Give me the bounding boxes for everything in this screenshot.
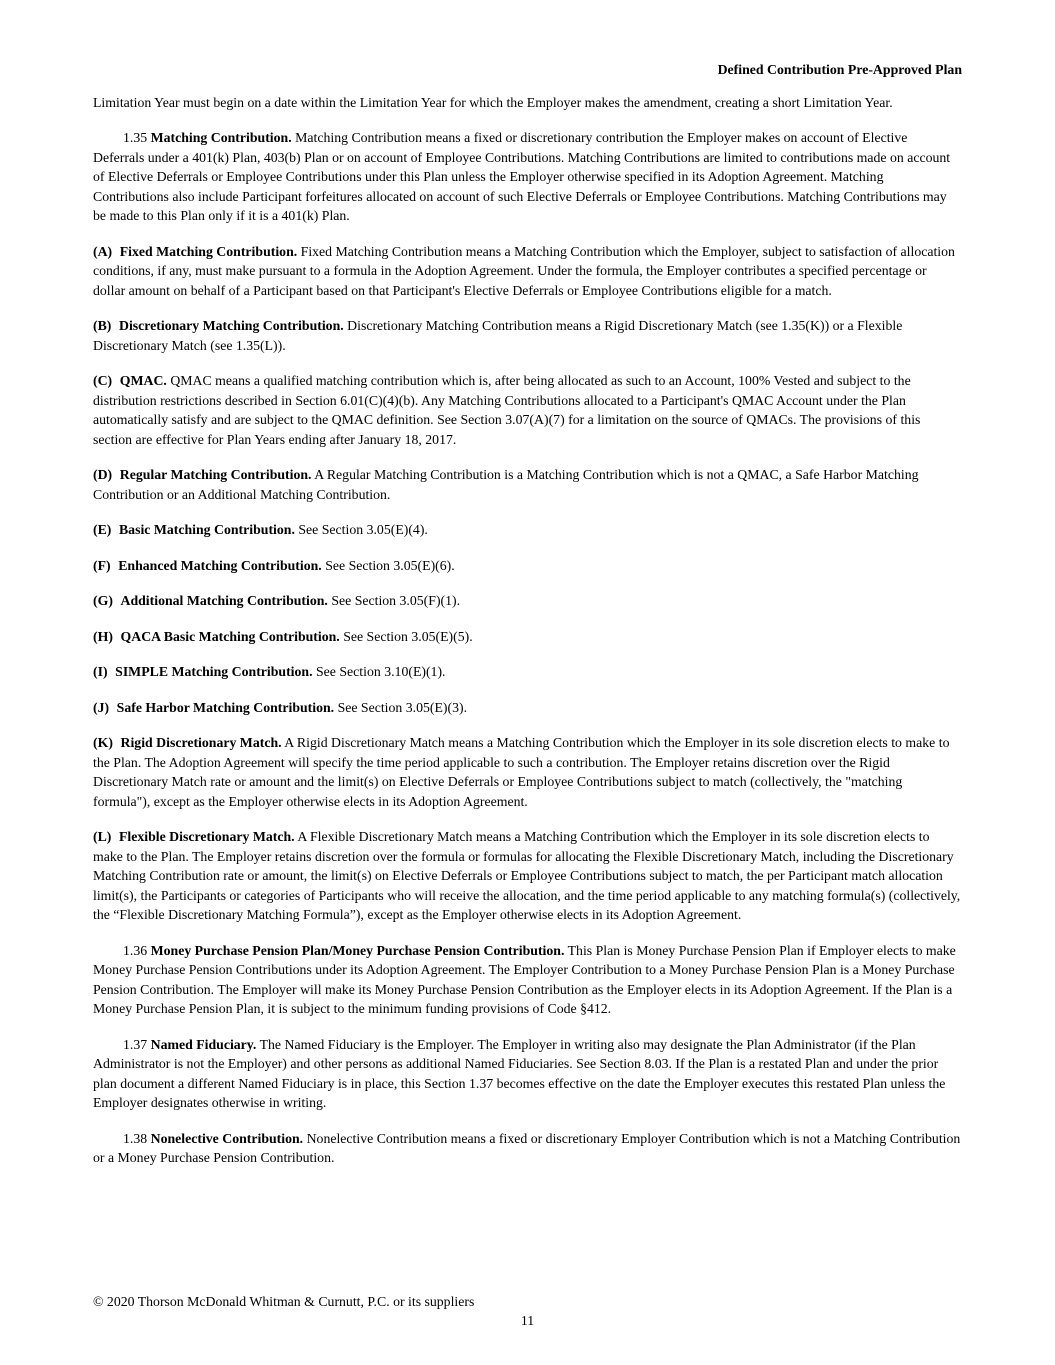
subsection-title: Fixed Matching Contribution. xyxy=(119,243,298,259)
section-title: Nonelective Contribution. xyxy=(150,1130,304,1146)
section-text: Matching Contribution means a fixed or discretionary contribution the Employer makes on account of Elective Deferrals under a 401(k) Plan, 403(b) Plan or on account of Employee Contributions. Matching Contributions are limited to contributions made on account of Elective Deferrals or Employee Contributions under this Plan unless the Employer otherwise specified in its Adoption Agreement. Matching Contributions also include Participant forfeitures allocated on account of such Elective Deferrals or Employee Contributions. Matching Contributions may be made to this Plan only if it is a 401(k) Plan. xyxy=(93,130,951,223)
section-number: 1.36 xyxy=(123,942,148,958)
subsection-text: A Regular Matching Contribution is a Matching Contribution which is not a QMAC, a Safe Harbor Matching Contribution or an Additional Matching Contribution. xyxy=(93,467,919,502)
subsection-i xyxy=(93,662,962,682)
subsection-title: Safe Harbor Matching Contribution. xyxy=(116,699,335,715)
subsection-title: QACA Basic Matching Contribution. xyxy=(120,628,340,644)
section-number: 1.35 xyxy=(123,130,148,145)
section-1-35 xyxy=(93,128,962,226)
subsection-title: Enhanced Matching Contribution. xyxy=(118,557,322,573)
subsection-letter: (C) xyxy=(93,373,113,388)
subsection-letter: (A) xyxy=(93,243,113,259)
section-1-37 xyxy=(93,1035,962,1113)
subsection-letter: (K) xyxy=(93,735,113,750)
subsection-f xyxy=(93,556,962,576)
subsection-text: See Section 3.05(E)(4). xyxy=(298,522,428,537)
subsection-text: See Section 3.05(E)(6). xyxy=(325,557,455,573)
section-1-36 xyxy=(93,941,962,1019)
subsection-a xyxy=(93,242,962,301)
subsection-letter: (J) xyxy=(93,699,110,715)
subsection-title: SIMPLE Matching Contribution. xyxy=(115,664,313,679)
paragraph-text: Limitation Year must begin on a date within the Limitation Year for which the Employer makes the amendment, creating a short Limitation Year. xyxy=(93,94,893,110)
paragraph-limitation-year-continuation xyxy=(93,93,962,113)
section-number: 1.37 xyxy=(123,1036,148,1052)
subsection-title: Discretionary Matching Contribution. xyxy=(118,318,344,333)
subsection-g xyxy=(93,591,962,611)
subsection-title: Rigid Discretionary Match. xyxy=(120,735,282,750)
subsection-l xyxy=(93,827,962,925)
subsection-text: A Flexible Discretionary Match means a Matching Contribution which the Employer in its sole discretion elects to make to the Plan. The Employer retains discretion over the formula or formulas for allocating the Flexible Discretionary Match, including the Discretionary Matching Contribution rate or amount, the limit(s) on Elective Deferrals or Employee Contributions subject to match, the per Participant match allocation limit(s), the Participants or categories of Participants who will receive the allocation, and the time period applicable to any matching formula(s) (collectively, the “Flexible Discretionary Matching Formula”), except as the Employer otherwise elects in its Adoption Agreement. xyxy=(93,829,961,922)
subsection-text: See Section 3.05(E)(3). xyxy=(337,699,468,715)
document-header-title: Defined Contribution Pre-Approved Plan xyxy=(717,62,962,77)
subsection-title: Additional Matching Contribution. xyxy=(120,593,328,608)
section-title: Money Purchase Pension Plan/Money Purchase Pension Contribution. xyxy=(150,942,565,958)
subsection-letter: (B) xyxy=(93,318,112,333)
subsection-text: See Section 3.05(E)(5). xyxy=(343,628,473,644)
subsection-k xyxy=(93,733,962,811)
subsection-title: Regular Matching Contribution. xyxy=(119,467,312,482)
section-1-38 xyxy=(93,1129,962,1168)
subsection-letter: (F) xyxy=(93,557,111,573)
section-title: Named Fiduciary. xyxy=(150,1036,257,1052)
subsection-text: QMAC means a qualified matching contribution which is, after being allocated as such to an Account, 100% Vested and subject to the distribution restrictions described in Section 6.01(C)(4)(b). Any Matching Contributions allocated to a Participant's QMAC Account under the Plan automatically satisfy and are subject to the QMAC definition. See Section 3.07(A)(7) for a limitation on the source of QMACs. The provisions of this section are effective for Plan Years ending after January 18, 2017. xyxy=(93,373,921,447)
subsection-text: See Section 3.10(E)(1). xyxy=(316,664,446,679)
subsection-text: Discretionary Matching Contribution means a Rigid Discretionary Match (see 1.35(K)) or a Flexible Discretionary Match (see 1.35(L)). xyxy=(93,318,903,353)
subsection-letter: (E) xyxy=(93,522,112,537)
subsection-d xyxy=(93,465,962,504)
subsection-letter: (I) xyxy=(93,664,108,679)
subsection-text: Fixed Matching Contribution means a Matching Contribution which the Employer, subject to satisfaction of allocation conditions, if any, must make pursuant to a formula in the Adoption Agreement. Under the formula, the Employer contributes a specified percentage or dollar amount on behalf of a Participant based on that Participant's Elective Deferrals or Employee Contributions eligible for a match. xyxy=(93,243,955,298)
subsection-text: See Section 3.05(F)(1). xyxy=(331,593,461,608)
section-text: This Plan is Money Purchase Pension Plan if Employer elects to make Money Purchase Pension Contributions under its Adoption Agreement. The Employer Contribution to a Money Purchase Pension Plan is a Money Purchase Pension Contribution. The Employer will make its Money Purchase Pension Contribution as the Employer elects in its Adoption Agreement. If the Plan is a Money Purchase Pension Plan, it is subject to the minimum funding provisions of Code §412. xyxy=(93,942,956,1016)
section-text: The Named Fiduciary is the Employer. The Employer in writing also may designate the Plan Administrator (if the Plan Administrator is not the Employer) and other persons as additional Named Fiduciaries. See Section 8.03. If the Plan is a restated Plan and under the prior plan document a different Named Fiduciary is in place, this Section 1.37 becomes effective on the date the Employer executes this restated Plan unless the Employer designates otherwise in writing. xyxy=(93,1036,946,1110)
subsection-j xyxy=(93,698,962,718)
subsection-letter: (G) xyxy=(93,593,113,608)
subsection-text: A Rigid Discretionary Match means a Matching Contribution which the Employer in its sole discretion elects to make to the Plan. The Adoption Agreement will specify the time period applicable to such a contribution. The Employer retains discretion over the Rigid Discretionary Match rate or amount and the limit(s) on Elective Deferrals or Employee Contributions subject to match (collectively, the "matching formula"), except as the Employer otherwise elects in its Adoption Agreement. xyxy=(93,735,950,809)
section-text: Nonelective Contribution means a fixed or discretionary Employer Contribution which is not a Matching Contribution or a Money Purchase Pension Contribution. xyxy=(93,1130,961,1165)
subsection-e xyxy=(93,520,962,540)
subsection-letter: (H) xyxy=(93,628,113,644)
subsection-letter: (L) xyxy=(93,829,112,844)
section-title: Matching Contribution. xyxy=(150,130,292,145)
subsection-title: Basic Matching Contribution. xyxy=(118,522,295,537)
section-number: 1.38 xyxy=(123,1130,148,1146)
subsection-h xyxy=(93,627,962,647)
footer-page-number: 11 xyxy=(520,1313,535,1328)
subsection-title: QMAC. xyxy=(119,373,167,388)
subsection-letter: (D) xyxy=(93,467,113,482)
subsection-c xyxy=(93,371,962,449)
subsection-b xyxy=(93,316,962,355)
footer-copyright: © 2020 Thorson McDonald Whitman & Curnutt, P.C. or its suppliers xyxy=(93,1294,475,1309)
subsection-title: Flexible Discretionary Match. xyxy=(118,829,295,844)
